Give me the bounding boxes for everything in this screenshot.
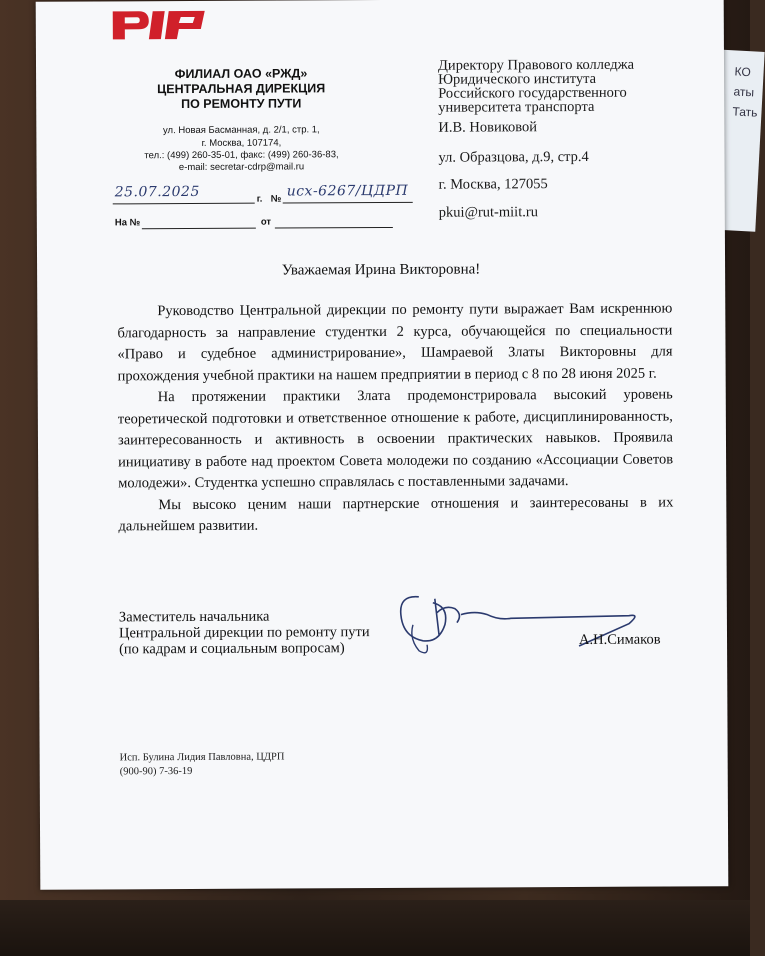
signatory-name: А.Н.Симаков <box>578 631 661 648</box>
date-underline <box>113 203 255 205</box>
incoming-number-line <box>142 228 256 230</box>
incoming-number-label: На № <box>114 217 141 229</box>
g-label: г. <box>256 193 263 205</box>
rzd-logo <box>109 1 209 42</box>
signatory-title-line3: (по кадрам и социальным вопросам) <box>119 640 345 658</box>
outgoing-number: исх-6267/ЦДРП <box>286 182 409 200</box>
executor-name: Исп. Булина Лидия Павловна, ЦДРП <box>119 751 285 764</box>
org-phones: тел.: (499) 260-35-01, факс: (499) 260-36-83, <box>144 149 339 162</box>
background-text: Тать <box>732 104 758 120</box>
num-label: № <box>270 193 282 205</box>
executor-info <box>120 751 285 780</box>
recipient-name: И.В. Новиковой <box>438 119 538 136</box>
recipient-line4: университета транспорта <box>438 98 595 116</box>
signatory-title <box>119 608 370 657</box>
greeting: Уважаемая Ирина Викторовна! <box>281 261 481 279</box>
letter-sheet <box>36 0 729 890</box>
org-email: e-mail: secretar-cdrp@mail.ru <box>178 161 305 174</box>
body-paragraph-1: Руководство Центральной дирекции по ремонту пути выражает Вам искреннюю благодарность за направление студентки 2 курса, обучающейся по специальности «Право и судебное администрирование», Шамраевой Златы Викторовны для прохождения учебной практики на нашем предприятии в период с 8 по 28 июня 2025 г. <box>117 300 673 384</box>
recipient-line1: Директору Правового колледжа <box>437 56 635 74</box>
body-paragraph-3: Мы высоко ценим наши партнерские отношения и заинтересованы в их дальнейшем развитии. <box>118 493 674 535</box>
org-address-line2: г. Москва, 107174, <box>201 137 282 149</box>
letter-body <box>117 298 673 537</box>
background-text: КО <box>734 64 752 80</box>
handwritten-signature <box>379 584 639 665</box>
screen-bottom <box>0 900 750 956</box>
incoming-date-line <box>275 227 393 229</box>
recipient-line3: Российского государственного <box>438 84 627 102</box>
org-address-line1: ул. Новая Басманная, д. 2/1, стр. 1, <box>162 124 320 137</box>
number-underline <box>283 202 413 204</box>
outgoing-date: 25.07.2025 <box>114 183 200 201</box>
signatory-title-line2: Центральной дирекции по ремонту пути <box>118 624 370 642</box>
body-paragraph-2: На протяжении практики Злата продемонстрировала высокий уровень теоретической подготовки и ответственное отношение к работе, дисциплинированность, заинтересованность и активность в освоении практических навыков. Проявила инициативу в работе над проектом Совета молодежи по созданию «Ассоциации Советов молодежи». Студентка успешно справлялась с поставленными задачами. <box>117 386 674 492</box>
executor-phone: (900-90) 7-36-19 <box>119 765 193 778</box>
recipient-email: pkui@rut-miit.ru <box>438 204 538 221</box>
org-name-line1: ФИЛИАЛ ОАО «РЖД» <box>174 66 308 82</box>
recipient-street: ул. Образцова, д.9, стр.4 <box>438 148 589 166</box>
signatory-title-line1: Заместитель начальника <box>118 608 270 626</box>
org-name-line2: ЦЕНТРАЛЬНАЯ ДИРЕКЦИЯ <box>157 81 326 97</box>
recipient-city: г. Москва, 127055 <box>438 176 548 193</box>
org-name-line3: ПО РЕМОНТУ ПУТИ <box>181 96 302 112</box>
recipient-line2: Юридического института <box>438 70 597 88</box>
incoming-date-label: от <box>260 216 272 228</box>
background-text: аты <box>733 84 755 100</box>
